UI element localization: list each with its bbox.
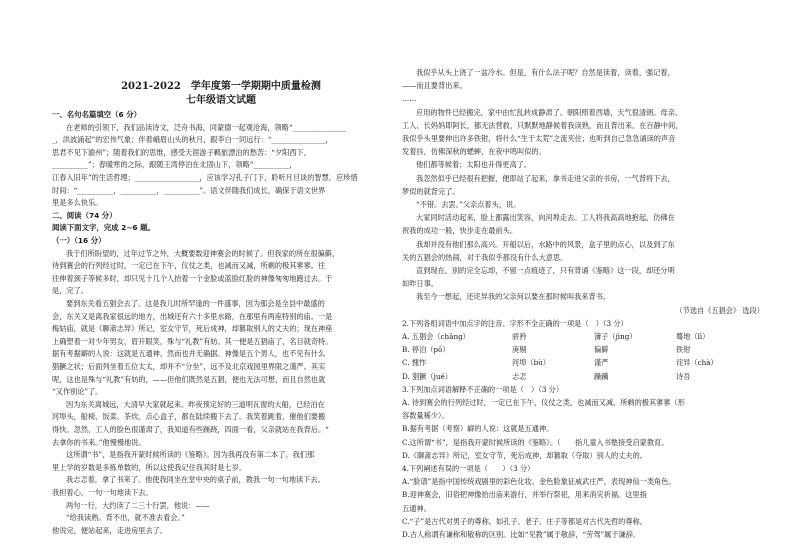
option-item: 诧异（chà） [676, 358, 718, 368]
right-line: 我却并没有他们那么高兴。开船以后，水路中的风景，盒子里的点心，以及到了东 [416, 239, 675, 249]
option-item: 诗吾 [676, 371, 691, 381]
left-line: 要到东关看五猖会去了。这是我儿时所罕逢的一件盛事，因为那会是全县中最盛的 [66, 299, 325, 308]
right-line: 4.下列阐述有误的一项是（ ）（3 分） [402, 464, 535, 473]
option-item: 簿子（jìng） [594, 332, 637, 341]
left-line: 我忐忑着，拿了书来了。他使我同坐在堂中央的桌子前，教我一句一句地读下去。 [66, 475, 325, 485]
left-line: 在老师的引领下，我们品读诗文，泛舟书海，同蒙德一起观沧海，领略“_______________ [66, 122, 347, 132]
left-line: 往伸着颈子等候多时，却只见十几个人抬着一个金脸或蓝脸红脸的神像匆匆地跑过去。于 [52, 273, 333, 283]
left-line: 里是多么快乐。 [52, 198, 103, 208]
option-item: 河埠（bù） [512, 358, 550, 368]
left-line: 阅读下面文字，完成 2~6 题。 [52, 223, 155, 233]
right-line: 我似乎从头上浇了一盆冷水。但是，有什么法子呢？自然是读着，读着，强记着， [416, 68, 675, 77]
left-line: 呢，这也是殊与“礼教”有妨的，——但他们既然是五猖，便也无法可想，而且自然也就 [52, 374, 326, 384]
right-line: ——而且要背出来。 [402, 81, 467, 91]
right-line: 如昨日事。 [402, 279, 438, 289]
right-line: 2.下列各组词语中加点字的注音、字形不全正确的一项是（ ）（3 分） [402, 318, 628, 328]
left-line: 我于们所盼望的，过年过节之外，大概要数迎神赛会的时候了。但我家的所在很偏僻， [66, 248, 340, 258]
right-line: C.这所谓“书”，是指我开蒙时候所读的《鉴略》。（ 指儿童入书塾接受启蒙教育。 [402, 437, 669, 447]
option-item: 忐忑 [512, 371, 527, 381]
right-line: D.古人称谓有谦称和敬称的区别。比如“见教”属于敬辞，“劳驾”属于谦辞。 [402, 530, 641, 539]
left-line: 去拿你的书来。”他慢慢地说。 [52, 437, 146, 447]
right-line: “不错。去罢。”父亲点着头，说。 [416, 200, 521, 209]
left-line: “给我读熟。背不出，就不准去看会。” [66, 513, 185, 523]
exam-title: 2021-2022 学年度第一学期期中质量检测 [121, 81, 321, 92]
left-line: 猖獗之状；后面列坐着五位太太，却并不“分坐”，远不及北京戏园里界限之谨严。其实 [52, 362, 326, 371]
right-line: 我忽然似乎已经很有把握，便即站了起来，拿书走进父亲的书房，一气背将下去， [416, 173, 675, 183]
right-line: 梦似的就背完了。 [402, 186, 460, 196]
left-line: 时间：“__________，__________，__________”。语文伴随我们成长，确保于语文世界 [52, 185, 326, 195]
option-item: 蓦地（lì） [676, 332, 710, 341]
right-line: B.据有考据（考察）癖的人说：这就是五通神。 [402, 424, 554, 434]
left-line: 得快。忽然，工人的脸色很谨肃了，我知道有些蹊跷，四面一看，父亲就站在我背后。“ [52, 425, 329, 434]
option-item: C. 愧怍 [402, 358, 427, 368]
option-item: 铁钳 [676, 345, 691, 355]
left-line: 思君不见下渝州”；随着我们的思维，感受天涯游子羁旅漂泊的愁苦：“夕阳西下， [52, 147, 311, 157]
right-line: D.《聊斋志异》所记，室女守节，死后成神，却篡取（夺取）别人的丈夫的。 [402, 450, 647, 460]
right-line: 我似乎头里要伸出许多铁钳，将什么“生于太荒”之流夹住；也听到自己急急诵读的声音 [402, 134, 676, 143]
right-line: B.迎神赛会，旧俗把神像抬出庙来游行，并举行祭祀，用来消灾祈福。这里指 [402, 490, 647, 500]
left-line: 梅姑庙，就是《聊斋志异》所记，室女守节，死后成神，却篡取别人的丈夫的；现在神座 [52, 324, 333, 334]
option-item: D. 猖獗（jué） [402, 371, 452, 381]
right-line [402, 345, 764, 355]
option-item: A. 五猖会（chāng） [402, 332, 470, 341]
right-line: …… [402, 94, 417, 104]
right-line [402, 332, 764, 342]
right-line: 五通神。 [402, 503, 431, 513]
option-item: 骄矜 [512, 332, 527, 341]
option-item: 谨严 [594, 358, 609, 368]
left-line: 上确塑着一对少年男女，眉开眼笑，殊与“礼教”有妨。其一便是五猖庙了，名目就奇特。 [52, 336, 333, 346]
right-line: 关的五猖会的热闹，对于我似乎都没有什么大意思。 [402, 252, 568, 262]
option-item: 偏僻 [594, 345, 609, 355]
left-line: 因为东关离城远，大清早大家就起来。昨夜预定好的三道明瓦窗的大船，已经泊在 [66, 399, 325, 409]
right-line: C.“子”是古代对男子的尊称。如孔子、老子、庄子等都是对古代先哲的尊称。 [402, 516, 647, 526]
right-line: 容数量稀少）。 [402, 411, 449, 421]
left-line: “又作别论”了。 [52, 387, 103, 397]
option-item: B. 停泊（pō） [402, 345, 450, 355]
left-line: 这所谓“书”，是指我开蒙时候所读的《鉴略》。因为我再没有第二本了。我们那 [66, 450, 315, 460]
right-line: 工人、长妈妈即阿长，都无法营救，只默默地静候着我读熟，而且背出来。在百静中间， [402, 120, 683, 130]
right-line: 直到现在，别的完全忘却，不留一点痕迹了，只有背诵《鉴略》这一段，却还分明 [416, 266, 675, 275]
left-line: 江春入旧年”的生活哲理；__________________，应该学习孔子门下，聆听月旦谈的智慧，应珍惜 [52, 173, 358, 182]
left-line: 是，完了。 [52, 286, 88, 296]
left-line: 一、名句名篇填空（6 分） [52, 110, 142, 119]
right-line [402, 358, 764, 368]
left-line: 待到赛会的行列经过时，一定已在下午，仪仗之类，也减而又减，所剩的极其寥寥。往 [52, 261, 326, 271]
right-line [402, 372, 764, 382]
exam-subtitle: 七年级语文试题 [186, 95, 256, 106]
left-line: 据有考据癖的人说：这就是五通神。然而也并无确据。神像是五个男人，也不见有什么 [52, 349, 326, 359]
right-line: 3.下列加点词语解释不正确的一项是（ ）（3 分） [402, 384, 564, 394]
right-line: A. 待到赛会的行列经过时，一定已在下午，仪仗之类，也减而又减，所剩的极其寥寥（形 [402, 398, 685, 407]
left-line: 河埠头，船椅、饭菜、茶炊、点心盒子，都在陆续搬下去了。我笑着跳着，催他们要搬 [52, 412, 326, 422]
option-item: 庚剔 [512, 345, 527, 355]
exam-header [52, 80, 390, 108]
option-item: 躁躏 [594, 371, 609, 381]
right-line: 应用的物件已经搬完，家中由忙乱转成静肃了。朝阳照着西墙，天气很清朗。母亲、 [416, 107, 682, 117]
left-line: 二、阅读（74 分） [52, 210, 117, 220]
right-line: 他们都等候着；太阳也升得更高了。 [416, 160, 532, 170]
left-line: 我担着心，一句一句地读下去。 [52, 488, 153, 497]
left-line: __________”；春暖寒的之际，跟随王湾停泊在北固山下，领略“__________， [52, 160, 297, 170]
left-line: 他说完，便站起来，走进房里去了。 [52, 525, 168, 535]
left-line: 里上学的岁数是多拣单数的，所以这使我记住我其时是七岁。 [52, 462, 247, 472]
right-line: （节选自《五猖会》 选段） [675, 305, 764, 315]
left-line: 两句一行，大约读了二三十行罢，他说：—— [66, 500, 210, 510]
right-line: 我至今一想起，还诧异我的父亲何以要在那时候叫我来背书。 [416, 292, 611, 302]
right-line: A.“脸谱”是指中国传统戏剧里的彩色化妆。金色脸象征威武庄严，表现神仙一类角色。 [402, 477, 676, 487]
left-line: （一）（16 分） [52, 236, 106, 245]
right-line: 祝我的成功一般，快步走在最前头。 [402, 226, 518, 236]
right-line: 发着抖，仿佛深秋的蟋蟀，在夜中鸣叫似的。 [402, 147, 546, 157]
right-line: 大家同时活动起来，脸上都露出笑容，向河埠走去。工人将我高高地抱起，仿佛在 [416, 213, 675, 223]
left-line: 会，东关又是离我家很远的地方，出城还有六十多里水路，在那里有两座特别的庙。一是 [52, 311, 333, 321]
left-line: _，洪波涌起”的宏伟气象；伴着峨眉山头的秋月，跟李白一同远行：“_______________， [52, 135, 333, 145]
